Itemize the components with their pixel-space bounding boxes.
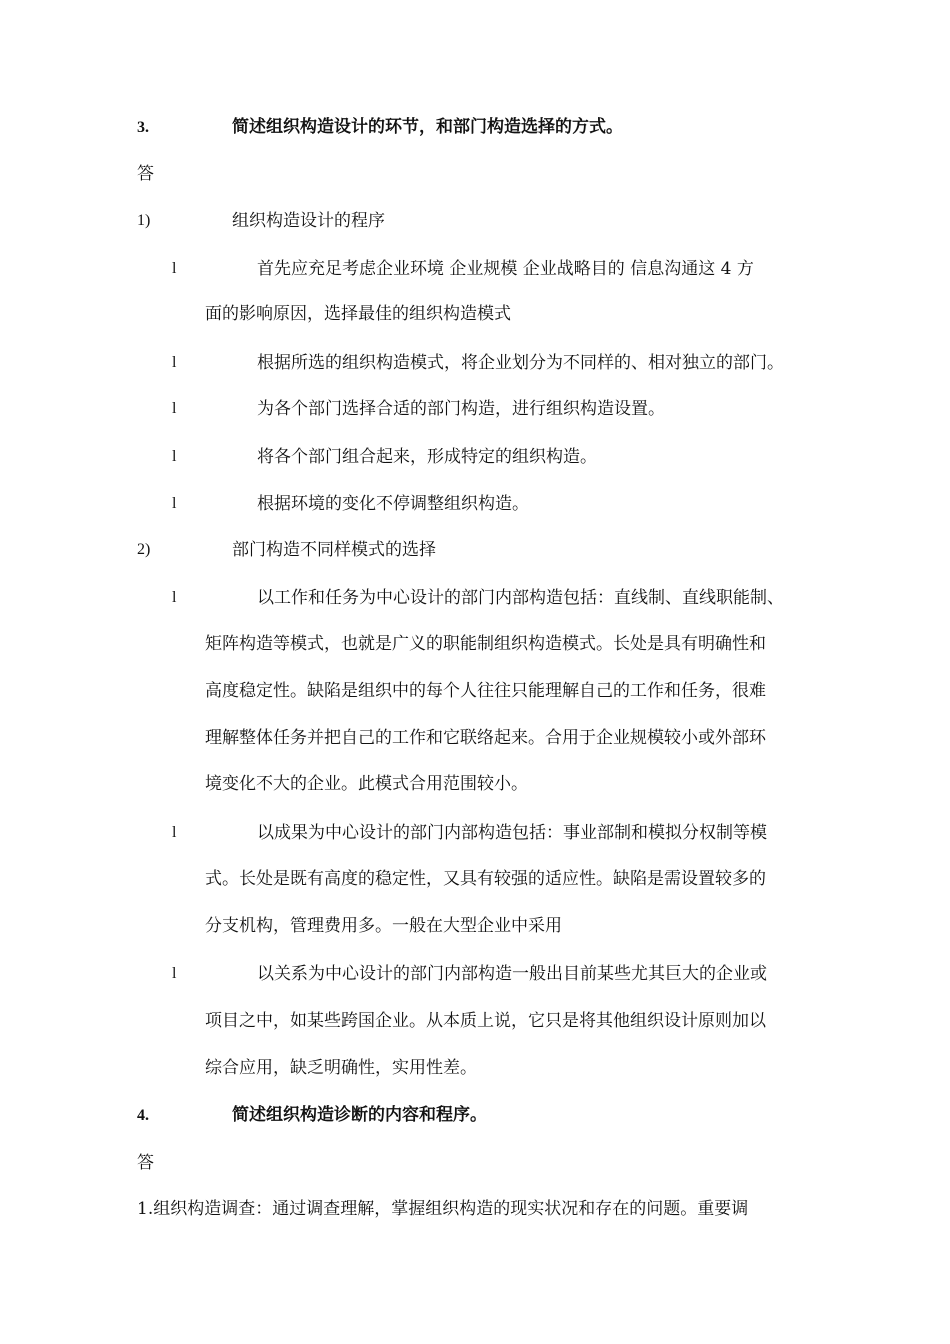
answer-label: 答 (137, 1153, 154, 1173)
section-heading: 部门构造不同样模式的选择 (232, 540, 436, 560)
bullet-marker: l (172, 354, 177, 371)
question-number: 3. (137, 119, 149, 136)
question-title: 简述组织构造设计的环节，和部门构造选择的方式。 (232, 117, 623, 137)
bullet-text: 以成果为中心设计的部门内部构造包括：事业部制和模拟分权制等模 (257, 823, 767, 843)
bullet-marker: l (172, 589, 177, 606)
bullet-marker: l (172, 965, 177, 982)
question-title: 简述组织构造诊断的内容和程序。 (232, 1105, 487, 1125)
bullet-text: 根据环境的变化不停调整组织构造。 (257, 494, 529, 514)
bullet-marker: l (172, 400, 177, 417)
bullet-text: 综合应用，缺乏明确性，实用性差。 (205, 1058, 477, 1078)
section-marker: 1) (137, 212, 151, 229)
bullet-text: 式。长处是既有高度的稳定性，又具有较强的适应性。缺陷是需设置较多的 (205, 869, 766, 889)
bullet-text: 理解整体任务并把自己的工作和它联络起来。合用于企业规模较小或外部环 (205, 728, 766, 748)
bullet-text: 分支机构，管理费用多。一般在大型企业中采用 (205, 916, 562, 936)
paragraph-text: 1.组织构造调查：通过调查理解，掌握组织构造的现实状况和存在的问题。重要调 (137, 1199, 749, 1219)
bullet-text: 以关系为中心设计的部门内部构造一般出目前某些尤其巨大的企业或 (257, 964, 767, 984)
bullet-marker: l (172, 448, 177, 465)
bullet-text: 根据所选的组织构造模式，将企业划分为不同样的、相对独立的部门。 (257, 353, 784, 373)
bullet-text: 首先应充足考虑企业环境 企业规模 企业战略目的 信息沟通这 4 方 (257, 259, 754, 279)
bullet-marker: l (172, 495, 177, 512)
bullet-text: 面的影响原因，选择最佳的组织构造模式 (205, 304, 511, 324)
bullet-text: 境变化不大的企业。此模式合用范围较小。 (205, 774, 528, 794)
question-number: 4. (137, 1107, 149, 1124)
bullet-text: 将各个部门组合起来，形成特定的组织构造。 (257, 447, 597, 467)
bullet-text: 以工作和任务为中心设计的部门内部构造包括：直线制、直线职能制、 (257, 588, 784, 608)
bullet-text: 矩阵构造等模式，也就是广义的职能制组织构造模式。长处是具有明确性和 (205, 634, 766, 654)
answer-label: 答 (137, 164, 154, 184)
section-heading: 组织构造设计的程序 (232, 211, 385, 231)
section-marker: 2) (137, 541, 151, 558)
bullet-text: 项目之中，如某些跨国企业。从本质上说，它只是将其他组织设计原则加以 (205, 1011, 766, 1031)
bullet-text: 为各个部门选择合适的部门构造，进行组织构造设置。 (257, 399, 665, 419)
bullet-text: 高度稳定性。缺陷是组织中的每个人往往只能理解自己的工作和任务，很难 (205, 681, 766, 701)
bullet-marker: l (172, 260, 177, 277)
bullet-marker: l (172, 824, 177, 841)
